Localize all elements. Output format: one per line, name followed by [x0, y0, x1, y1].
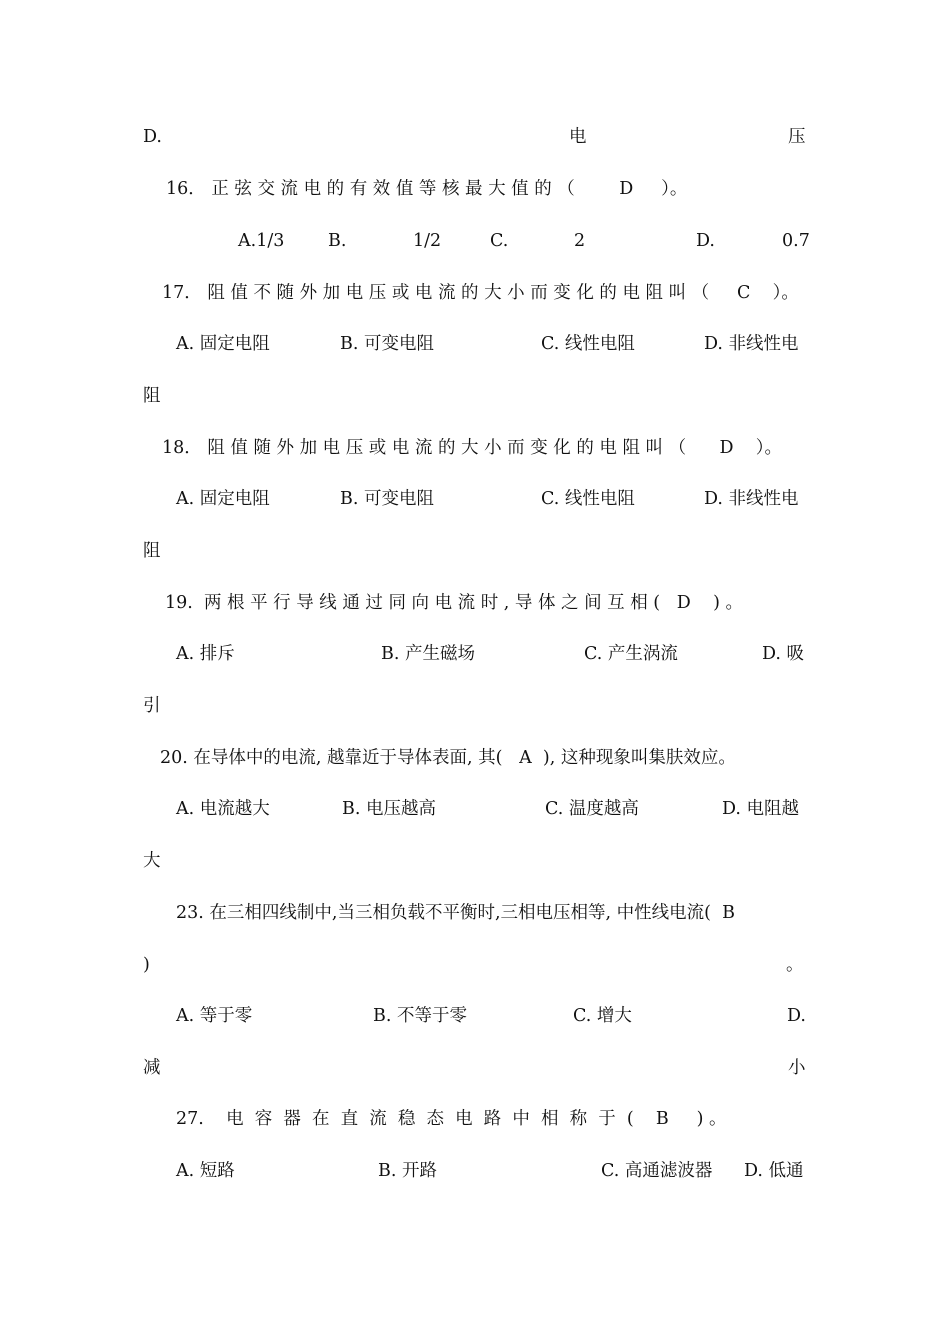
- q16-option-b: 1/2: [413, 231, 442, 251]
- q17-option-b: B. 可变电阻: [340, 334, 434, 354]
- option-d-text-1: 电: [569, 127, 587, 147]
- option-d-text-2: 压: [788, 127, 806, 147]
- option-d-label: D.: [143, 127, 162, 147]
- q20-option-d: D. 电阻越: [722, 799, 800, 819]
- q20-option-b: B. 电压越高: [342, 799, 436, 819]
- q19-option-a: A. 排斥: [176, 644, 235, 664]
- q17-option-c: C. 线性电阻: [541, 334, 635, 354]
- q27-option-d: D. 低通: [744, 1161, 804, 1181]
- q23-option-b: B. 不等于零: [373, 1006, 467, 1026]
- question-18: 18． 阻 值 随 外 加 电 压 或 电 流 的 大 小 而 变 化 的 电 阻 叫 （ D ）。: [162, 438, 782, 458]
- q16-option-a: A.1/3: [238, 231, 285, 251]
- q20-option-d-wrap: 大: [143, 851, 161, 871]
- q18-option-c: C. 线性电阻: [541, 489, 635, 509]
- q19-option-d-wrap: 引: [143, 696, 161, 716]
- q18-option-b: B. 可变电阻: [340, 489, 434, 509]
- q19-option-d: D. 吸: [762, 644, 805, 664]
- q16-option-d: 0.7: [782, 231, 810, 251]
- q27-option-c: C. 高通滤波器: [601, 1161, 713, 1181]
- question-19: 19. 两 根 平 行 导 线 通 过 同 向 电 流 时 , 导 体 之 间 互 相 ( D ) 。: [165, 593, 743, 613]
- q19-option-b: B. 产生磁场: [381, 644, 475, 664]
- q17-option-d: D. 非线性电: [704, 334, 799, 354]
- q17-option-a: A. 固定电阻: [176, 334, 270, 354]
- q20-option-a: A. 电流越大: [176, 799, 270, 819]
- q16-option-b-label: B.: [328, 231, 347, 251]
- q23-option-a: A. 等于零: [176, 1006, 253, 1026]
- question-16: 16． 正 弦 交 流 电 的 有 效 值 等 核 最 大 值 的 （ D ）。: [166, 179, 688, 199]
- q23-option-d-text-1: 减: [143, 1058, 161, 1078]
- q23-period: 。: [786, 955, 804, 975]
- q23-option-d-text-2: 小: [788, 1058, 806, 1078]
- question-20: 20. 在导体中的电流, 越靠近于导体表面, 其( A ), 这种现象叫集肤效应。: [160, 748, 736, 768]
- q23-option-c: C. 增大: [573, 1006, 632, 1026]
- q18-option-d: D. 非线性电: [704, 489, 799, 509]
- q23-option-d-label: D.: [787, 1006, 806, 1026]
- question-23: 23. 在三相四线制中,当三相负载不平衡时,三相电压相等, 中性线电流( B: [176, 903, 735, 923]
- q20-option-c: C. 温度越高: [545, 799, 639, 819]
- q19-option-c: C. 产生涡流: [584, 644, 678, 664]
- q16-option-c: 2: [574, 231, 586, 251]
- q18-option-a: A. 固定电阻: [176, 489, 270, 509]
- q23-close-paren: ): [143, 955, 150, 975]
- q18-option-d-wrap: 阻: [143, 541, 161, 561]
- q27-option-b: B. 开路: [378, 1161, 437, 1181]
- question-17: 17． 阻 值 不 随 外 加 电 压 或 电 流 的 大 小 而 变 化 的 电 阻 叫 （ C ）。: [162, 283, 799, 303]
- q16-option-c-label: C.: [490, 231, 509, 251]
- q16-option-d-label: D.: [696, 231, 715, 251]
- question-27: 27. 电 容 器 在 直 流 稳 态 电 路 中 相 称 于 ( B ) 。: [176, 1109, 727, 1129]
- q17-option-d-wrap: 阻: [143, 386, 161, 406]
- q27-option-a: A. 短路: [176, 1161, 235, 1181]
